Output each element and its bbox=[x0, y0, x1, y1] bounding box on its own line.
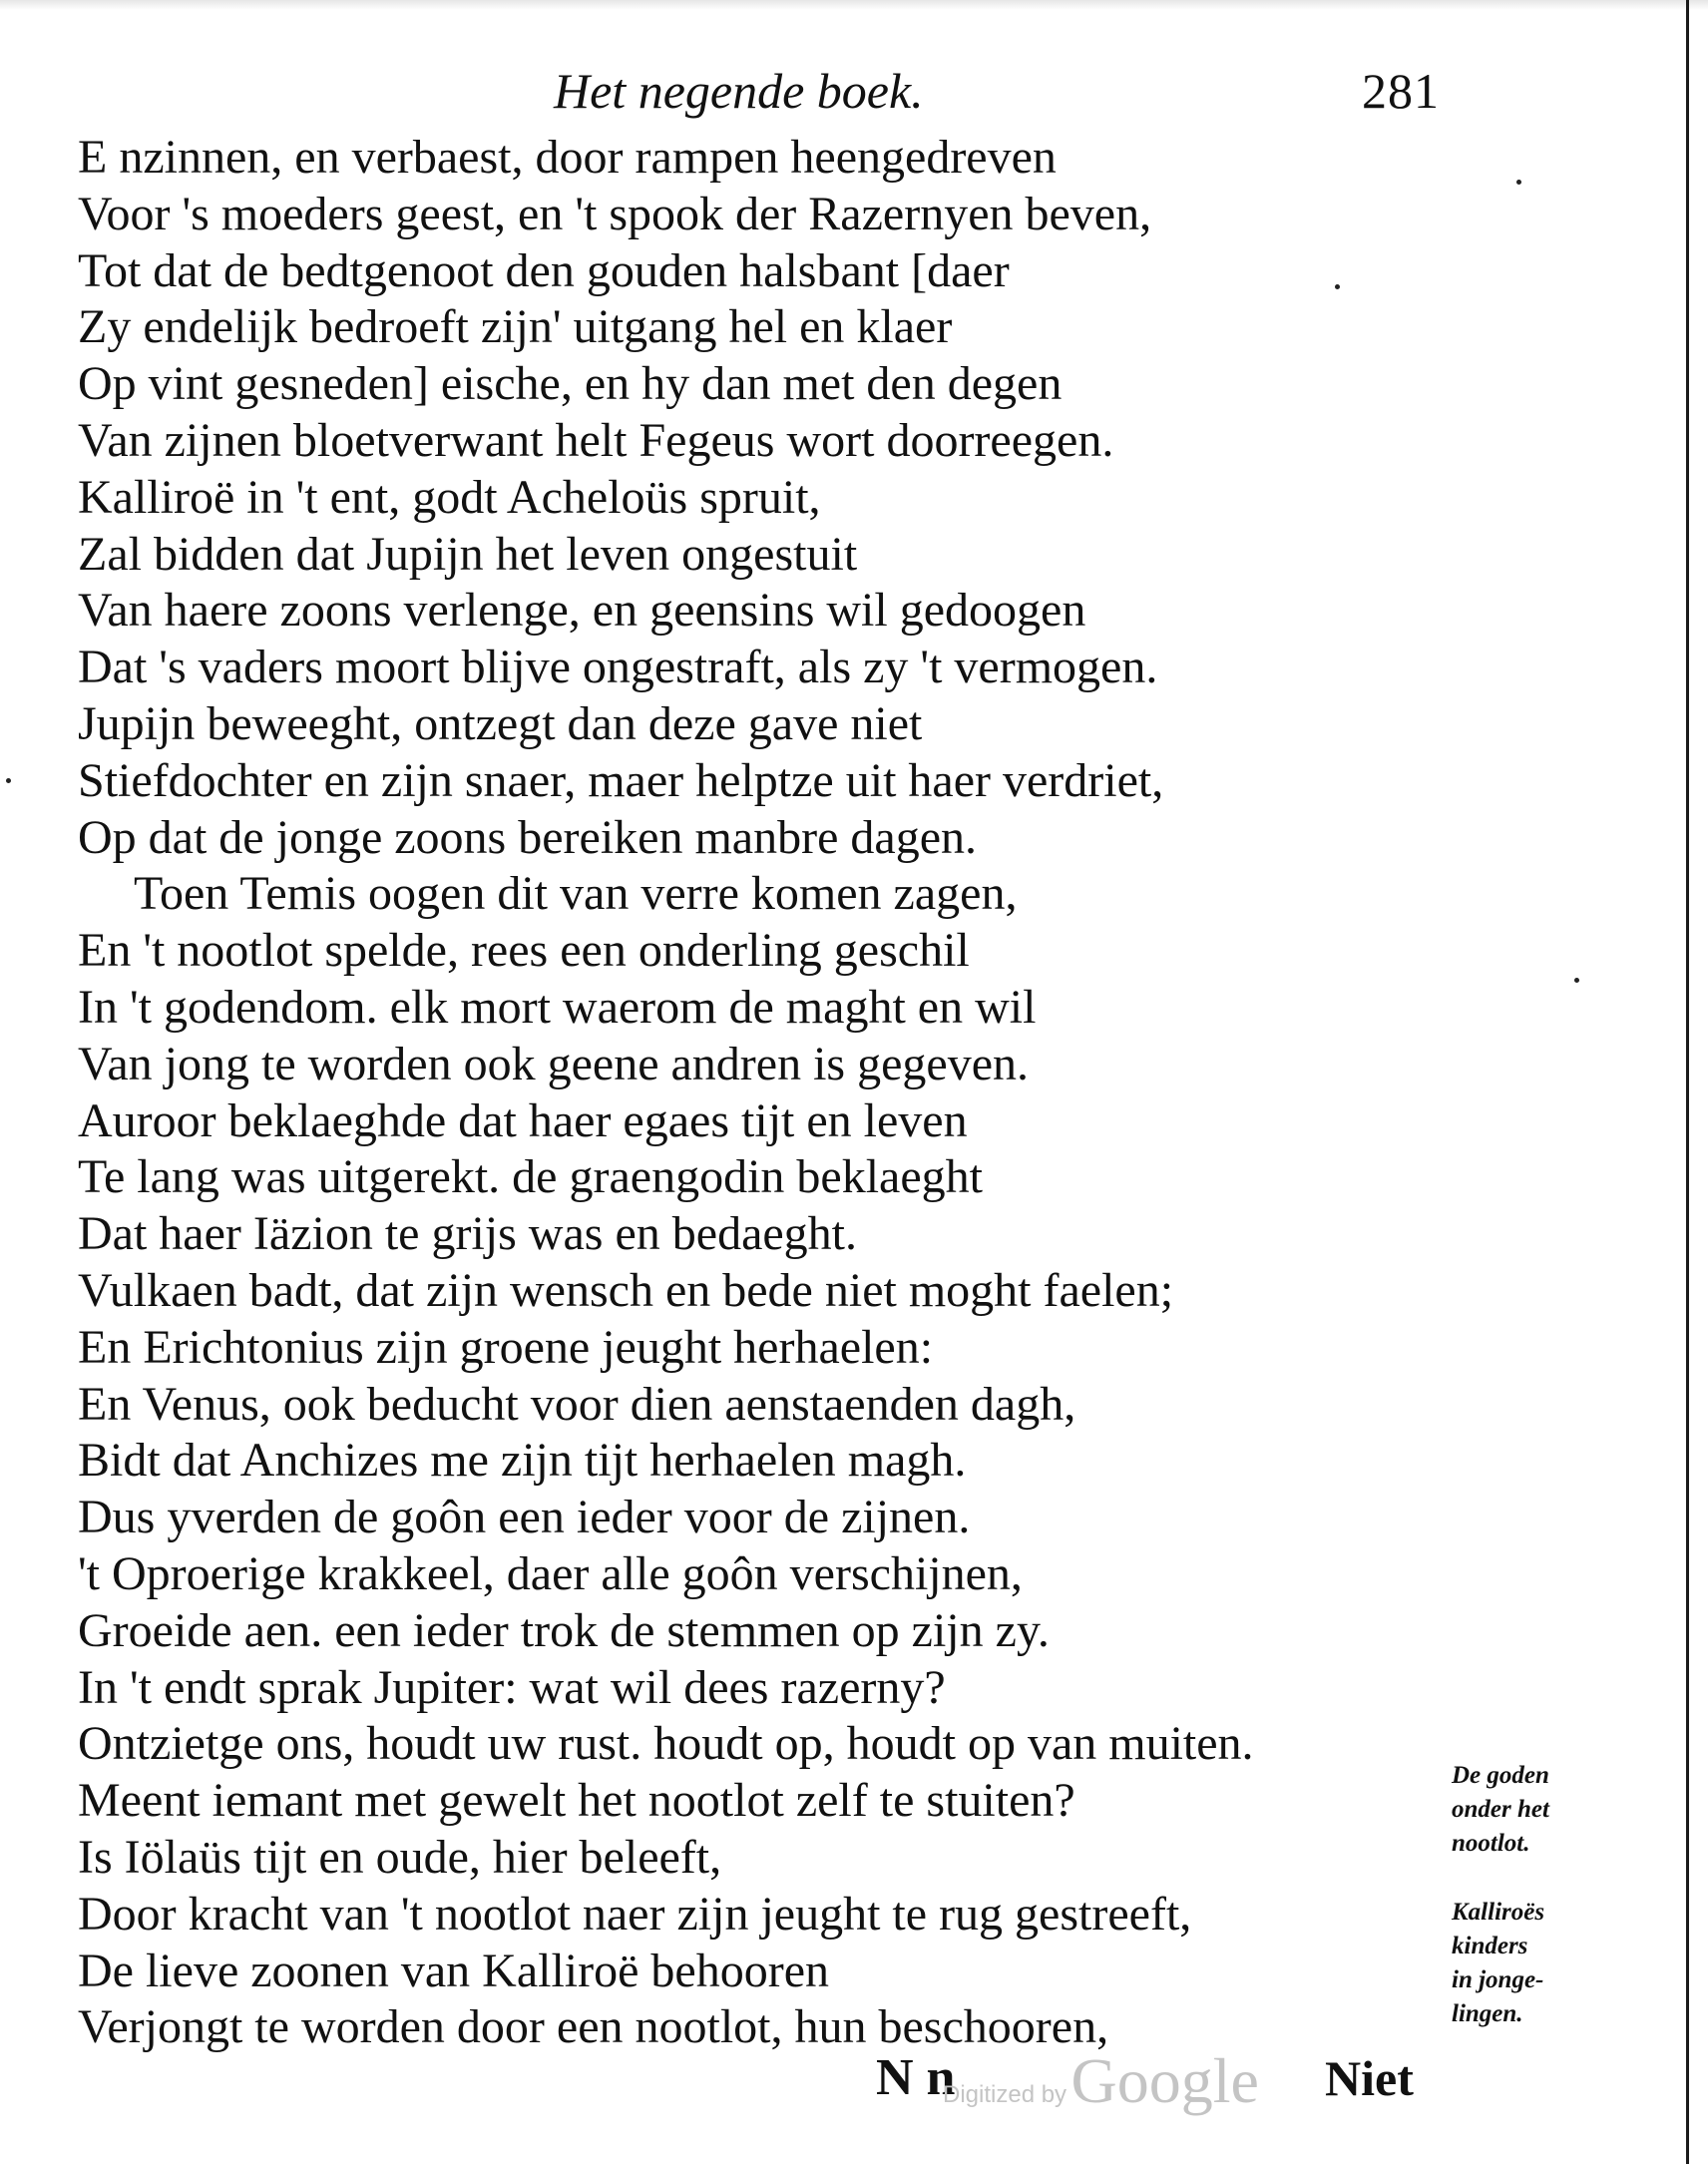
verse-line: Van zijnen bloetverwant helt Fegeus wort doorreegen. bbox=[78, 413, 1114, 467]
verse-line: Kalliroë in 't ent, godt Acheloüs spruit, bbox=[78, 470, 821, 524]
page-footer bbox=[0, 2043, 1708, 2116]
verse-line: Dat 's vaders moort blijve ongestraft, als zy 't vermogen. bbox=[78, 641, 1158, 694]
watermark-logo: Google bbox=[1070, 2045, 1259, 2116]
verse-line: Auroor beklaeghde dat haer egaes tijt en leven bbox=[78, 1093, 968, 1147]
verse-line: Op dat de jonge zoons bereiken manbre dagen. bbox=[78, 810, 978, 864]
verse-line: Te lang was uitgerekt. de graengodin beklaeght bbox=[78, 1150, 983, 1204]
page-number: 281 bbox=[1362, 63, 1440, 119]
watermark-prefix: Digitized by bbox=[943, 2081, 1068, 2108]
verse-line: En Erichtonius zijn groene jeught herhaelen: bbox=[78, 1320, 934, 1374]
verse-line: Meent iemant met gewelt het nootlot zelf te stuiten? bbox=[78, 1774, 1075, 1828]
verse-line: Dus yverden de goôn een ieder voor de zijnen. bbox=[78, 1491, 971, 1544]
verse-block bbox=[78, 130, 1435, 2056]
verse-line: Verjongt te worden door een nootlot, hun beschooren, bbox=[78, 2000, 1109, 2054]
margin-note-gods-fate bbox=[1452, 1759, 1601, 1861]
margin-note-line: onder het bbox=[1452, 1796, 1549, 1823]
page-header bbox=[0, 56, 1708, 126]
margin-note-line: lingen. bbox=[1452, 2000, 1523, 2027]
ink-speck bbox=[6, 778, 11, 783]
verse-line: Ontzietge ons, houdt uw rust. houdt op, houdt op van muiten. bbox=[78, 1717, 1254, 1771]
digitization-watermark bbox=[943, 2045, 1259, 2128]
verse-line: Groeide aen. een ieder trok de stemmen op zijn zy. bbox=[78, 1603, 1050, 1657]
scan-right-edge bbox=[1686, 0, 1689, 2164]
verse-line: Zy endelijk bedroeft zijn' uitgang hel en klaer bbox=[78, 300, 953, 354]
ink-speck bbox=[1574, 978, 1579, 983]
verse-line: Zal bidden dat Jupijn het leven ongestuit bbox=[78, 527, 858, 581]
margin-note-line: in jonge- bbox=[1452, 1966, 1544, 1993]
ink-speck bbox=[1335, 284, 1340, 289]
margin-note-line: Kalliroës bbox=[1452, 1899, 1545, 1926]
ink-speck bbox=[1516, 180, 1521, 185]
scan-top-edge bbox=[0, 0, 1708, 10]
verse-line: Door kracht van 't nootlot naer zijn jeught te rug gestreeft, bbox=[78, 1887, 1192, 1941]
verse-line: En Venus, ook beducht voor dien aenstaenden dagh, bbox=[78, 1377, 1076, 1431]
verse-line: Toen Temis oogen dit van verre komen zagen, bbox=[134, 867, 1018, 921]
verse-line: In 't endt sprak Jupiter: wat wil dees razerny? bbox=[78, 1660, 946, 1714]
verse-line: Van haere zoons verlenge, en geensins wil gedoogen bbox=[78, 584, 1086, 638]
verse-line: 't Oproerige krakkeel, daer alle goôn verschijnen, bbox=[78, 1546, 1023, 1600]
running-title: Het negende boek. bbox=[554, 63, 924, 119]
verse-line: Is Iölaüs tijt en oude, hier beleeft, bbox=[78, 1830, 722, 1884]
verse-line: Stiefdochter en zijn snaer, maer helptze uit haer verdriet, bbox=[78, 753, 1164, 807]
verse-line: Vulkaen badt, dat zijn wensch en bede niet moght faelen; bbox=[78, 1263, 1174, 1317]
verse-line: Van jong te worden ook geene andren is gegeven. bbox=[78, 1037, 1030, 1090]
catchword: Niet bbox=[1325, 2050, 1414, 2106]
signature-mark: N n bbox=[876, 2049, 956, 2106]
margin-note-callirhoe-children bbox=[1452, 1896, 1601, 2031]
verse-line: Jupijn beweeght, ontzegt dan deze gave niet bbox=[78, 696, 923, 750]
verse-line: E nzinnen, en verbaest, door rampen heengedreven bbox=[78, 131, 1057, 184]
verse-line: Bidt dat Anchizes me zijn tijt herhaelen magh. bbox=[78, 1434, 967, 1488]
verse-line: Tot dat de bedtgenoot den gouden halsbant [daer bbox=[78, 243, 1010, 297]
margin-note-line: kinders bbox=[1452, 1933, 1528, 1959]
margin-note-line: De goden bbox=[1452, 1762, 1549, 1789]
verse-line: De lieve zoonen van Kalliroë behooren bbox=[78, 1944, 830, 1997]
verse-line: En 't nootlot spelde, rees een onderling geschil bbox=[78, 924, 970, 978]
margin-note-line: nootlot. bbox=[1452, 1830, 1530, 1857]
verse-line: In 't godendom. elk mort waerom de maght en wil bbox=[78, 980, 1037, 1034]
verse-line: Dat haer Iäzion te grijs was en bedaeght. bbox=[78, 1207, 858, 1261]
verse-line: Op vint gesneden] eische, en hy dan met den degen bbox=[78, 357, 1063, 411]
verse-line: Voor 's moeders geest, en 't spook der Razernyen beven, bbox=[78, 187, 1152, 240]
